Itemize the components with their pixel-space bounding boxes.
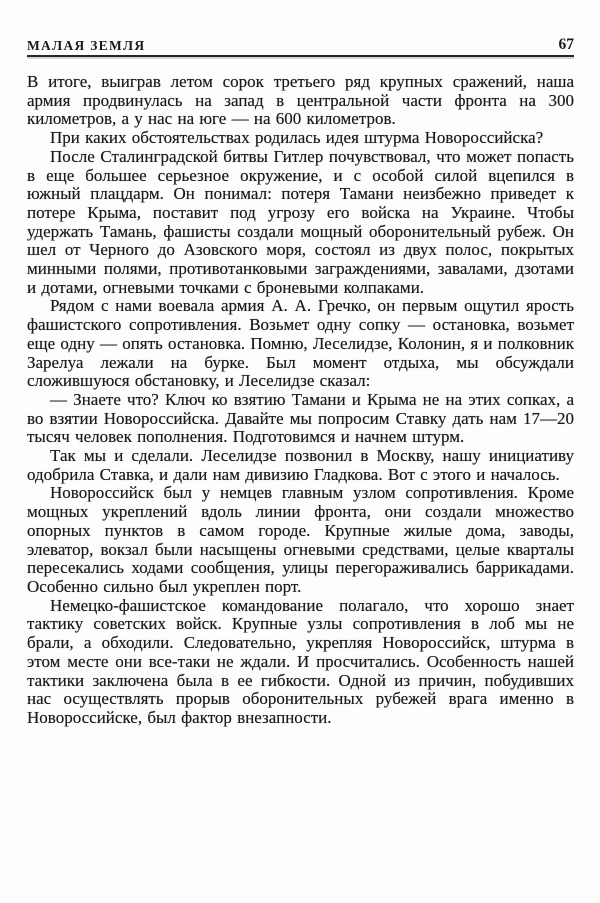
page-header xyxy=(27,36,574,54)
paragraph-grechko-army: Рядом с нами воевала армия А. А. Гречко, он первым ощутил ярость фашистского сопротивления. Возьмет одну сопку — остановка, возьмет еще одну — опять остановка. Помню, Леселидзе, Колонин, я и полковник Зарелуа лежали на бурке. Был момент отдыха, мы обсуждали сложившуюся обстановку, и Леселидзе сказал: xyxy=(27,296,574,391)
paragraph-stavka-approval: Так мы и сделали. Леселидзе позвонил в Москву, нашу инициативу одобрила Ставка, и дали нам дивизию Гладкова. Вот с этого и началось. xyxy=(27,446,574,484)
paragraph-german-command-surprise: Немецко-фашистское командование полагало, что хорошо знает тактику советских войск. Крупные узлы сопротивления в лоб мы не брали, а обходили. Следовательно, укрепляя Новороссийск, штурма в этом месте они все-таки не ждали. И просчитались. Особенность нашей тактики заключена была в ее гибкости. Одной из причин, побудивших нас осуществлять прорыв оборонительных рубежей врага именно в Новороссийске, был фактор внезапности. xyxy=(27,595,574,727)
paragraph-novorossiysk-fortifications: Новороссийск был у немцев главным узлом сопротивления. Кроме мощных укреплений вдоль линии фронта, они создали множество опорных пунктов в самом городе. Крупные жилые дома, заводы, элеватор, вокзал были насыщены огневыми средствами, целые кварталы пересекались ходами сообщения, улицы перегораживались баррикадами. Особенно сильно был укреплен порт. xyxy=(27,483,574,596)
page-body xyxy=(27,73,574,728)
paragraph-stalingrad-defense-line: После Сталинградской битвы Гитлер почувствовал, что может попасть в еще большее серьезное окружение, и с особой силой вцепился в южный плацдарм. Он понимал: потеря Тамани неизбежно приведет к потере Крыма, поставит под угрозу его войска на Украине. Чтобы удержать Тамань, фашисты создали мощный оборонительный рубеж. Он шел от Черного до Азовского моря, состоял из двух полос, покрытых минными полями, противотанковыми заграждениями, завалами, дзотами и дотами, огневыми точками с броневыми колпаками. xyxy=(27,146,574,297)
paragraph-leselidze-quote: — Знаете что? Ключ ко взятию Тамани и Крыма не на этих сопках, а во взятии Новороссийска. Давайте мы попросим Ставку дать нам 17—20 тысяч человек пополнения. Подготовимся и начнем штурм. xyxy=(27,389,574,447)
paragraph-summary-offensive: В итоге, выиграв летом сорок третьего ряд крупных сражений, наша армия продвинулась на запад в центральной части фронта на 300 километров, а у нас на юге — на 600 километров. xyxy=(27,72,574,129)
page-number: 67 xyxy=(558,36,574,53)
paragraph-question-novorossiysk: При каких обстоятельствах родилась идея штурма Новороссийска? xyxy=(50,128,544,148)
running-title: МАЛАЯ ЗЕМЛЯ xyxy=(27,38,146,53)
header-rule xyxy=(27,55,574,57)
